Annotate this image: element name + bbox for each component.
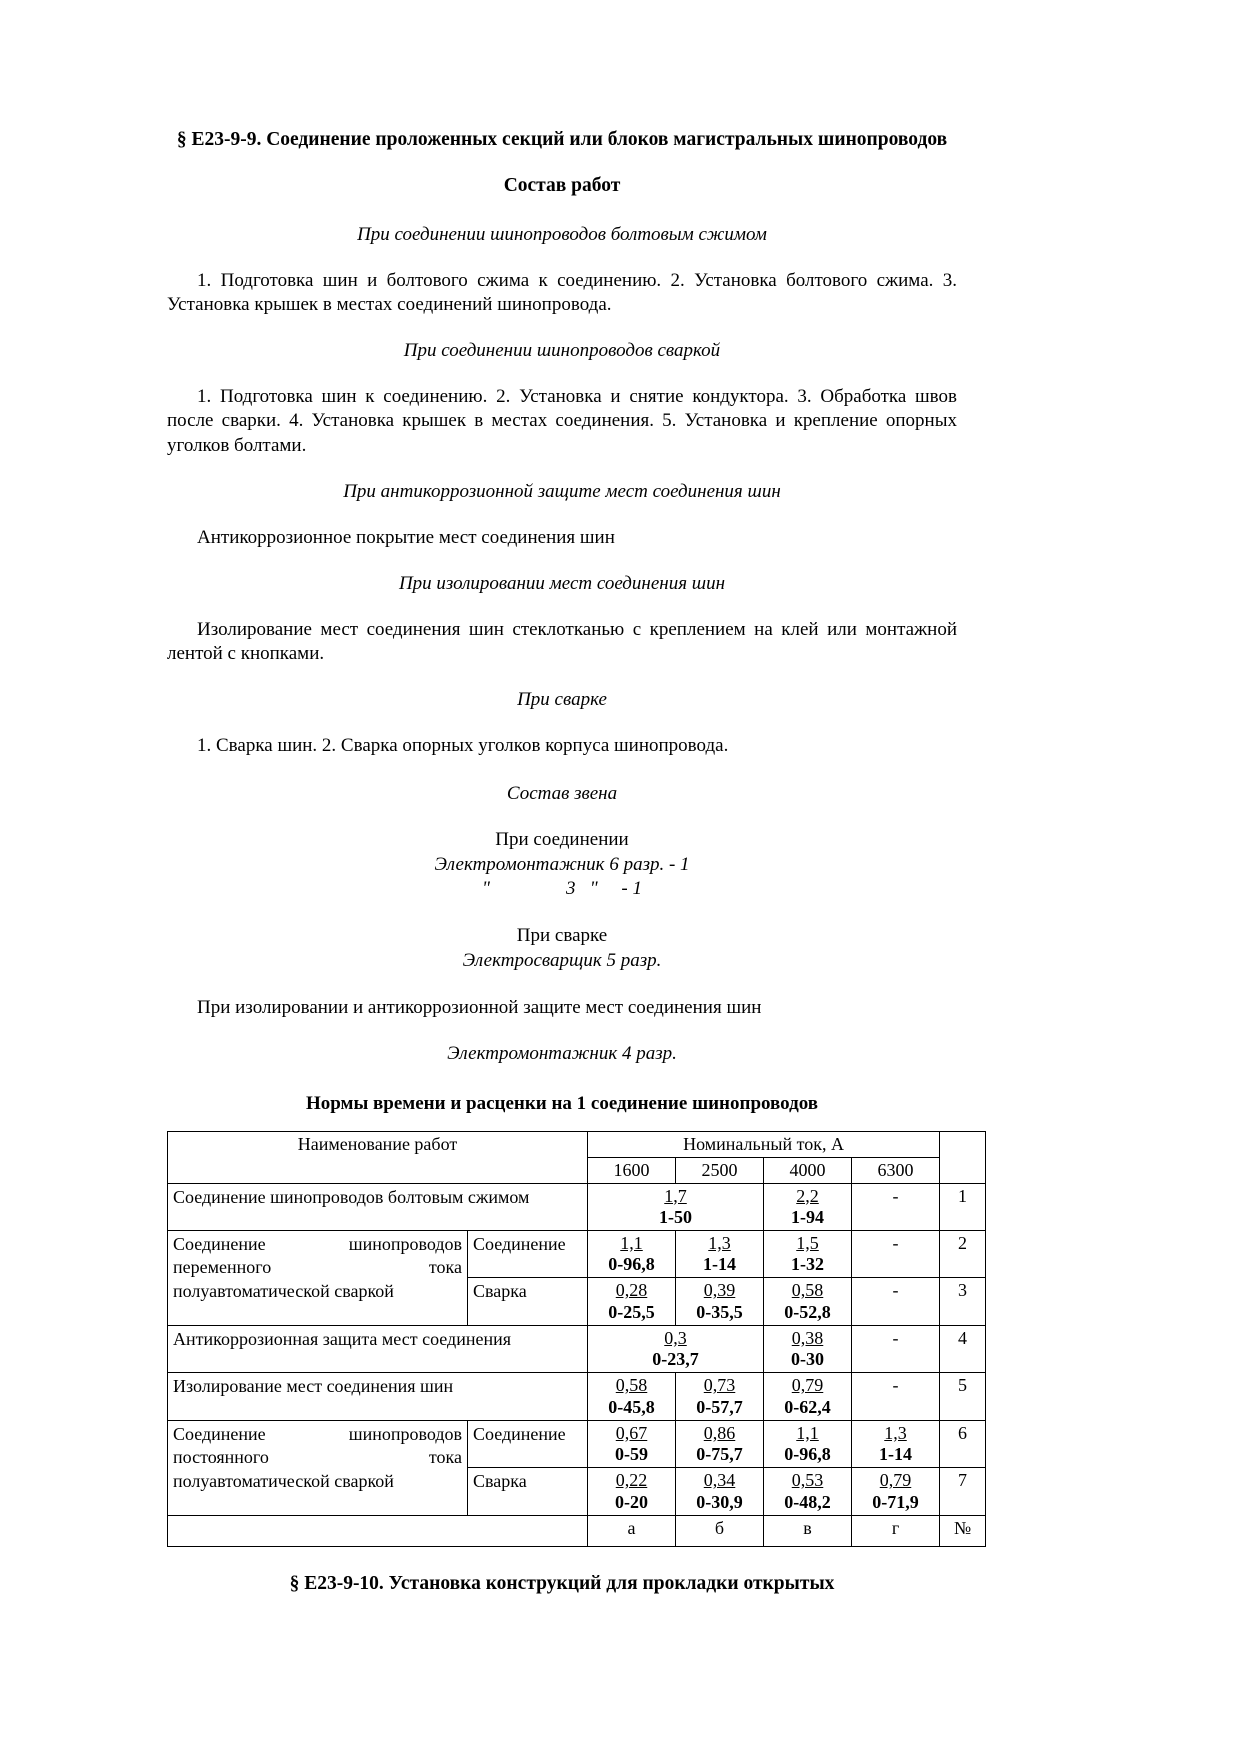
subheading-insulation: При изолировании мест соединения шин — [398, 572, 726, 594]
fraction-value — [681, 1423, 758, 1465]
fraction-denominator: 0-35,5 — [696, 1301, 743, 1322]
row-value-cell — [588, 1468, 676, 1515]
header-current-1600: 1600 — [588, 1157, 676, 1183]
fraction-denominator: 1-32 — [791, 1254, 825, 1275]
fraction-denominator: 0-30 — [791, 1349, 825, 1370]
crew-role-connection-1: Электромонтажник 6 разр. - 1 — [434, 853, 690, 875]
table-body — [168, 1183, 986, 1546]
row-value-cell — [588, 1230, 676, 1277]
table-row — [168, 1325, 986, 1372]
fraction-numerator: 0,73 — [703, 1375, 736, 1396]
row-value-cell — [764, 1278, 852, 1325]
row-name: Изолирование мест соединения шин — [168, 1373, 588, 1420]
crew-role-connection-2: " 3 " - 1 — [481, 878, 643, 900]
fraction-denominator: 1-50 — [659, 1206, 693, 1227]
fraction-value — [593, 1328, 758, 1370]
paragraph-welding: 1. Подготовка шин к соединению. 2. Установка и снятие кондуктора. 3. Обработка швов после сварки. 4. Установка крышек в местах соединения. 5. Установка и крепление опорных уголков болтами. — [167, 385, 957, 456]
fraction-numerator: 1,5 — [796, 1232, 819, 1253]
fraction-denominator: 0-52,8 — [784, 1301, 831, 1322]
row-name: Соединение шинопроводов переменного тока полуавтоматической сваркой — [168, 1230, 468, 1325]
fraction-numerator: 1,3 — [884, 1422, 907, 1443]
table-row — [168, 1420, 986, 1467]
fraction-numerator: 0,58 — [615, 1375, 648, 1396]
row-index: 2 — [940, 1230, 986, 1277]
fraction-value — [769, 1233, 846, 1275]
fraction-denominator: 1-14 — [879, 1444, 913, 1465]
header-current-4000: 4000 — [764, 1157, 852, 1183]
paragraph-anticorrosion: Антикоррозионное покрытие мест соединения шин — [197, 526, 615, 548]
paragraph-bolted-clamp: 1. Подготовка шин и болтового сжима к соединению. 2. Установка болтового сжима. 3. Установка крышек в местах соединений шинопровода. — [167, 269, 957, 315]
fraction-value — [593, 1423, 670, 1465]
row-sub-label: Сварка — [468, 1278, 588, 1325]
fraction-numerator: 0,58 — [791, 1280, 824, 1301]
fraction-numerator: 2,2 — [796, 1185, 819, 1206]
row-value-cell — [764, 1183, 852, 1230]
fraction-value — [769, 1375, 846, 1417]
row-index: 4 — [940, 1325, 986, 1372]
row-value-cell — [588, 1373, 676, 1420]
row-value-cell — [764, 1325, 852, 1372]
row-index: 6 — [940, 1420, 986, 1467]
subheading-bolted-clamp: При соединении шинопроводов болтовым сжимом — [357, 223, 767, 245]
table-row — [168, 1230, 986, 1277]
table-row — [168, 1373, 986, 1420]
fraction-value — [681, 1233, 758, 1275]
row-value-dash: - — [852, 1325, 940, 1372]
row-value-cell — [764, 1420, 852, 1467]
table-head — [168, 1131, 986, 1183]
row-value-cell — [676, 1278, 764, 1325]
table-caption: Нормы времени и расценки на 1 соединение шинопроводов — [305, 1092, 819, 1114]
table-header-row-1 — [168, 1131, 986, 1157]
fraction-numerator: 1,7 — [664, 1185, 687, 1206]
fraction-denominator: 0-23,7 — [652, 1349, 699, 1370]
fraction-value — [681, 1375, 758, 1417]
row-sub-label: Сварка — [468, 1468, 588, 1515]
fraction-numerator: 0,79 — [879, 1470, 912, 1491]
row-sub-label: Соединение — [468, 1230, 588, 1277]
fraction-numerator: 0,53 — [791, 1470, 824, 1491]
row-name: Антикоррозионная защита мест соединения — [168, 1325, 588, 1372]
row-value-cell — [588, 1183, 764, 1230]
row-index: 5 — [940, 1373, 986, 1420]
fraction-denominator: 0-96,8 — [784, 1444, 831, 1465]
table-footer-row — [168, 1515, 986, 1546]
row-name: Соединение шинопроводов болтовым сжимом — [168, 1183, 588, 1230]
crew-group-connection — [167, 828, 957, 902]
header-work-name: Наименование работ — [168, 1131, 588, 1183]
crew-note-role: Электромонтажник 4 разр. — [447, 1042, 677, 1064]
fraction-value — [769, 1328, 846, 1370]
fraction-value — [593, 1375, 670, 1417]
fraction-value — [593, 1233, 670, 1275]
fraction-denominator: 0-30,9 — [696, 1491, 743, 1512]
next-section-title: § Е23-9-10. Установка конструкций для прокладки открытых — [289, 1572, 835, 1594]
page-title: § Е23-9-9. Соединение проложенных секций или блоков магистральных шинопроводов — [176, 129, 948, 150]
fraction-value — [593, 1280, 670, 1322]
row-sub-label: Соединение — [468, 1420, 588, 1467]
row-value-cell — [764, 1230, 852, 1277]
fraction-value — [681, 1470, 758, 1512]
footer-letter-a: а — [588, 1515, 676, 1546]
fraction-value — [857, 1470, 934, 1512]
works-composition-heading: Состав работ — [503, 175, 621, 197]
fraction-numerator: 0,28 — [615, 1280, 648, 1301]
row-value-cell — [588, 1325, 764, 1372]
row-value-dash: - — [852, 1278, 940, 1325]
crew-note-insulation: При изолировании и антикоррозионной защите мест соединения шин — [197, 996, 762, 1018]
fraction-denominator: 0-71,9 — [872, 1491, 919, 1512]
crew-role-welding-1: Электросварщик 5 разр. — [462, 949, 662, 971]
header-current-6300: 6300 — [852, 1157, 940, 1183]
fraction-denominator: 0-62,4 — [784, 1396, 831, 1417]
row-index: 3 — [940, 1278, 986, 1325]
fraction-denominator: 0-96,8 — [608, 1254, 655, 1275]
fraction-value — [593, 1470, 670, 1512]
subheading-anticorrosion: При антикоррозионной защите мест соединения шин — [343, 480, 781, 502]
row-value-cell — [676, 1230, 764, 1277]
footer-name-cell — [168, 1515, 588, 1546]
fraction-numerator: 0,67 — [615, 1422, 648, 1443]
header-index — [940, 1131, 986, 1183]
fraction-value — [769, 1186, 846, 1228]
row-value-dash: - — [852, 1230, 940, 1277]
fraction-denominator: 0-57,7 — [696, 1396, 743, 1417]
header-current-2500: 2500 — [676, 1157, 764, 1183]
fraction-denominator: 0-20 — [615, 1491, 649, 1512]
fraction-denominator: 1-14 — [703, 1254, 737, 1275]
crew-label-welding: При сварке — [516, 925, 608, 947]
row-value-cell — [676, 1420, 764, 1467]
subheading-at-welding: При сварке — [517, 689, 607, 711]
row-value-cell — [676, 1373, 764, 1420]
paragraph-insulation: Изолирование мест соединения шин стеклотканью с креплением на клей или монтажной лентой с кнопками. — [167, 618, 957, 664]
row-name: Соединение шинопроводов постоянного тока полуавтоматической сваркой — [168, 1420, 468, 1515]
fraction-value — [769, 1423, 846, 1465]
fraction-denominator: 0-25,5 — [608, 1301, 655, 1322]
fraction-numerator: 0,22 — [615, 1470, 648, 1491]
fraction-denominator: 0-75,7 — [696, 1444, 743, 1465]
fraction-numerator: 0,3 — [664, 1327, 687, 1348]
page-content — [167, 128, 972, 1595]
footer-letter-b: б — [676, 1515, 764, 1546]
row-value-dash: - — [852, 1373, 940, 1420]
fraction-value — [857, 1423, 934, 1465]
row-value-cell — [852, 1420, 940, 1467]
row-value-cell — [588, 1278, 676, 1325]
fraction-denominator: 0-59 — [615, 1444, 649, 1465]
fraction-numerator: 1,1 — [620, 1232, 643, 1253]
crew-composition-heading: Состав звена — [506, 783, 618, 805]
fraction-denominator: 0-48,2 — [784, 1491, 831, 1512]
footer-letter-g: г — [852, 1515, 940, 1546]
norms-table — [167, 1131, 986, 1547]
row-value-cell — [852, 1468, 940, 1515]
fraction-value — [769, 1280, 846, 1322]
row-value-cell — [764, 1468, 852, 1515]
fraction-numerator: 0,34 — [703, 1470, 736, 1491]
row-value-cell — [588, 1420, 676, 1467]
subheading-welding: При соединении шинопроводов сваркой — [403, 340, 721, 362]
row-index: 1 — [940, 1183, 986, 1230]
fraction-value — [593, 1186, 758, 1228]
fraction-denominator: 1-94 — [791, 1206, 825, 1227]
fraction-numerator: 0,86 — [703, 1422, 736, 1443]
row-value-cell — [764, 1373, 852, 1420]
footer-letter-v: в — [764, 1515, 852, 1546]
crew-label-connection: При соединении — [495, 829, 629, 851]
paragraph-at-welding: 1. Сварка шин. 2. Сварка опорных уголков корпуса шинопровода. — [197, 735, 729, 756]
fraction-numerator: 0,38 — [791, 1327, 824, 1348]
table-row — [168, 1183, 986, 1230]
crew-group-welding — [167, 924, 957, 973]
fraction-numerator: 1,1 — [796, 1422, 819, 1443]
row-value-cell — [676, 1468, 764, 1515]
row-index: 7 — [940, 1468, 986, 1515]
fraction-denominator: 0-45,8 — [608, 1396, 655, 1417]
row-value-dash: - — [852, 1183, 940, 1230]
fraction-numerator: 0,79 — [791, 1375, 824, 1396]
fraction-numerator: 1,3 — [708, 1232, 731, 1253]
fraction-value — [769, 1470, 846, 1512]
footer-index-symbol: № — [940, 1515, 986, 1546]
fraction-value — [681, 1280, 758, 1322]
header-nominal-current: Номинальный ток, А — [588, 1131, 940, 1157]
fraction-numerator: 0,39 — [703, 1280, 736, 1301]
